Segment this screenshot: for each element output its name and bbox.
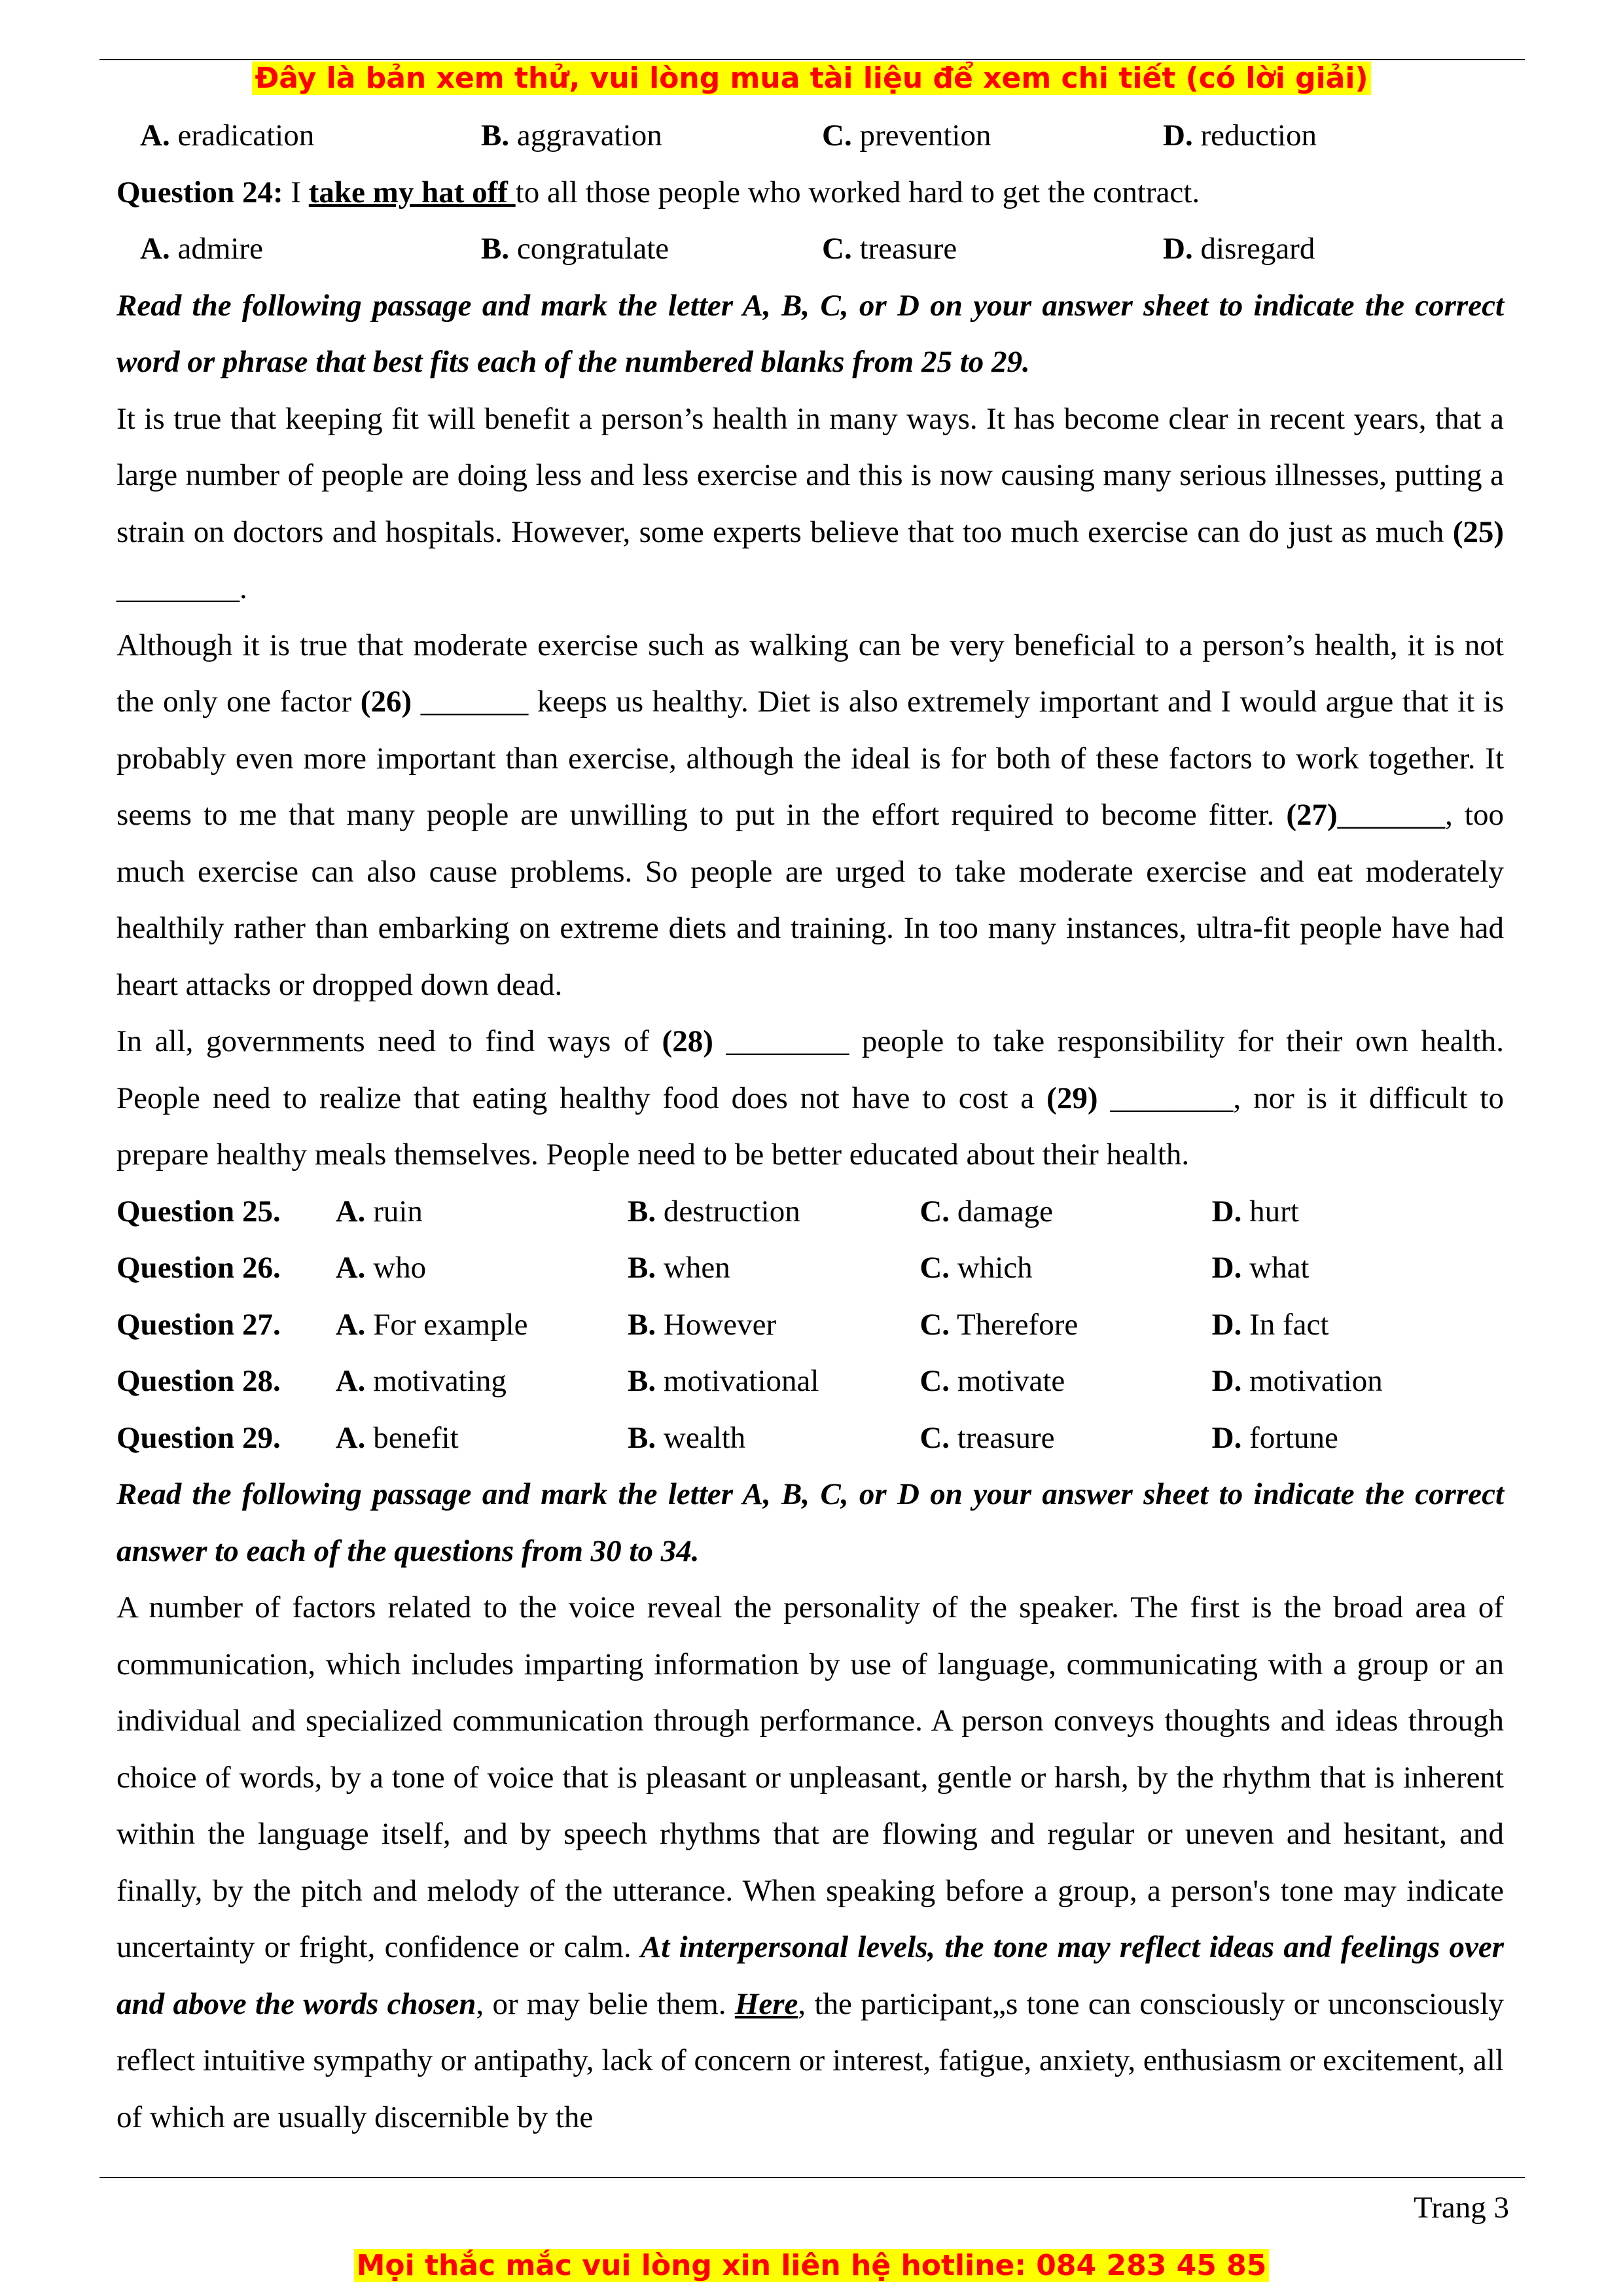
instruction-25-29: Read the following passage and mark the letter A, B, C, or D on your answer sheet to indicate the correct word or phrase that best fits each of the numbered blanks from 25 to 29. (116, 288, 1504, 379)
question-26: Question 26. A. who B. when C. which D. what (116, 1251, 1310, 1285)
q24-option-a: A. admire (140, 232, 263, 266)
q24-options (116, 221, 1504, 278)
document-body (116, 107, 1504, 2145)
q23-option-a: A. eradication (140, 118, 315, 152)
question-27: Question 27. A. For example B. However C. Therefore D. In fact (116, 1307, 1329, 1342)
hotline-banner-text: Mọi thắc mắc vui lòng xin liên hệ hotline: 084 283 45 85 (354, 2249, 1270, 2282)
question-28: Question 28. A. motivating B. motivational C. motivate D. motivation (116, 1364, 1383, 1398)
question-25: Question 25. A. ruin B. destruction C. damage D. hurt (116, 1194, 1299, 1229)
passage2-paragraph: A number of factors related to the voice reveal the personality of the speaker. The first is the broad area of communication, which includes imparting information by use of language, communicating with a group or an individual and specialized communication through performance. A person conveys thoughts and ideas through choice of words, by a tone of voice that is pleasant or unpleasant, gentle or harsh, by the rhythm that is inherent within the language itself, and by speech rhythms that are flowing and regular or uneven and hesitant, and finally, by the pitch and melody of the utterance. When speaking before a group, a person's tone may indicate uncertainty or fright, confidence or calm. At interpersonal levels, the tone may reflect ideas and feelings over and above the words chosen, or may belie them. Here, the participant„s tone can consciously or unconsciously reflect intuitive sympathy or antipathy, lack of concern or interest, fatigue, anxiety, enthusiasm or excitement, all of which are usually discernible by the (116, 1590, 1505, 2134)
q23-option-b: B. aggravation (481, 118, 662, 152)
passage2-here: Here (734, 1986, 798, 2021)
question-29: Question 29. A. benefit B. wealth C. treasure D. fortune (116, 1420, 1338, 1455)
passage1-paragraph-3: In all, governments need to find ways of (28) ________ people to take responsibility for their own health. People need to realize that eating healthy food does not have to cost a (29) ________, nor is it difficult to prepare healthy meals themselves. People need to be better educated about their health. (116, 1024, 1504, 1172)
q24-option-d: D. disregard (1163, 232, 1315, 266)
q23-option-c: C. prevention (822, 118, 991, 152)
q24-underlined-phrase: take my hat off (308, 175, 516, 209)
q23-option-d: D. reduction (1163, 118, 1317, 152)
passage2-emphasis: At interpersonal levels, the tone may reflect ideas and feelings over and above the words chosen (116, 1930, 1504, 2021)
hotline-banner (0, 2246, 1623, 2286)
page-number: Trang 3 (1414, 2191, 1509, 2225)
passage1-paragraph-1: It is true that keeping fit will benefit a person’s health in many ways. It has become clear in recent years, that a large number of people are doing less and less exercise and this is now causing many serious illnesses, putting a strain on doctors and hospitals. However, some experts believe that too much exercise can do just as much (25) ________. (116, 401, 1504, 605)
q23-options (116, 107, 1504, 164)
preview-banner (0, 59, 1623, 98)
q24-option-b: B. congratulate (481, 232, 669, 266)
q24-option-c: C. treasure (822, 232, 957, 266)
footer-rule (99, 2177, 1525, 2178)
q24-stem: Question 24: I take my hat off to all those people who worked hard to get the contract. (116, 164, 1504, 221)
instruction-30-34: Read the following passage and mark the letter A, B, C, or D on your answer sheet to indicate the correct answer to each of the questions from 30 to 34. (116, 1477, 1504, 1568)
preview-banner-text: Đây là bản xem thử, vui lòng mua tài liệu để xem chi tiết (có lời giải) (252, 62, 1370, 95)
passage1-paragraph-2: Although it is true that moderate exercise such as walking can be very beneficial to a person’s health, it is not the only one factor (26) _______ keeps us healthy. Diet is also extremely important and I would argue that it is probably even more important than exercise, although the ideal is for both of these factors to work together. It seems to me that many people are unwilling to put in the effort required to become fitter. (27)_______, too much exercise can also cause problems. So people are urged to take moderate exercise and eat moderately healthily rather than embarking on extreme diets and training. In too many instances, ultra-fit people have had heart attacks or dropped down dead. (116, 628, 1505, 1002)
